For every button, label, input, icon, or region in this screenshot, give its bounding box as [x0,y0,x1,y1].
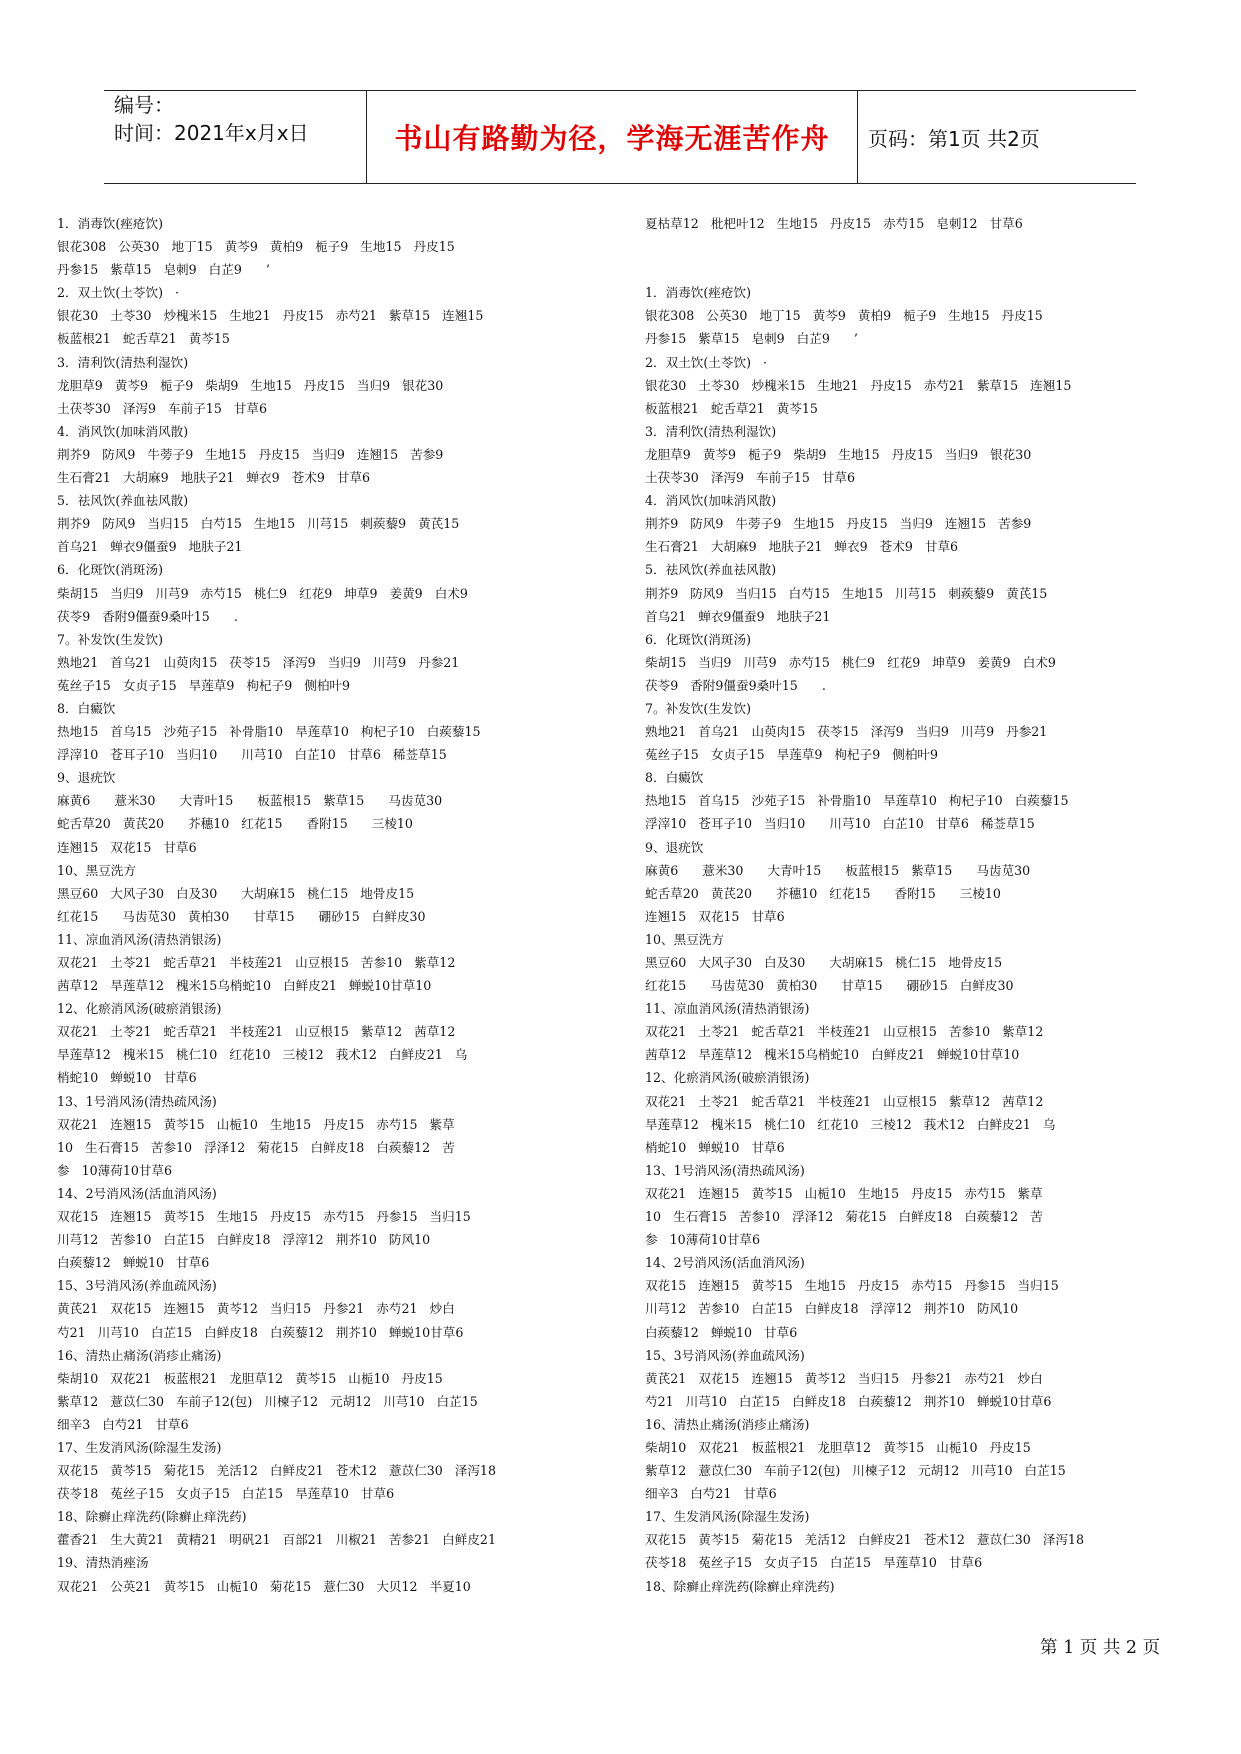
text-line: 茜草12 旱莲草12 槐米15乌梢蛇10 白鲜皮21 蝉蜕10甘草10 [57,978,432,994]
text-line: 丹参15 紫草15 皂刺9 白芷9 ’ [645,331,858,347]
text-line: 11、凉血消风汤(清热消银汤) [57,931,222,947]
text-line: 8．白癜饮 [645,770,704,786]
text-line: 荆芥9 防风9 牛蒡子9 生地15 丹皮15 当归9 连翘15 苦参9 [57,446,444,462]
document-number-label: 编号： [114,93,174,117]
text-line: 首乌21 蝉衣9僵蚕9 地肤子21 [645,608,831,624]
text-line: 白蒺藜12 蝉蜕10 甘草6 [645,1324,798,1340]
header-divider [857,91,858,183]
text-line: 参 10薄荷10甘草6 [645,1232,761,1248]
text-line: 16、清热止痛汤(消疹止痛汤) [57,1347,222,1363]
text-line: 2．双土饮(土苓饮) · [645,354,768,370]
text-line: 银花308 公英30 地丁15 黄芩9 黄柏9 栀子9 生地15 丹皮15 [57,239,455,255]
text-line: 紫草12 薏苡仁30 车前子12(包) 川楝子12 元胡12 川芎10 白芷15 [645,1463,1066,1479]
text-line: 5．祛风饮(养血祛风散) [57,493,189,509]
text-line: 9、退疣饮 [57,770,116,786]
text-line: 3．清利饮(清热利湿饮) [57,354,189,370]
text-line: 土茯苓30 泽泻9 车前子15 甘草6 [57,400,268,416]
text-line: 双花21 土苓21 蛇舌草21 半枝莲21 山豆根15 苦参10 紫草12 [645,1024,1044,1040]
text-line: 6．化斑饮(消斑汤) [645,631,751,647]
text-line: 柴胡10 双花21 板蓝根21 龙胆草12 黄芩15 山栀10 丹皮15 [57,1370,443,1386]
text-line: 柴胡10 双花21 板蓝根21 龙胆草12 黄芩15 山栀10 丹皮15 [645,1439,1031,1455]
text-line: 蛇舌草20 黄芪20 芥穗10 红花15 香附15 三棱10 [645,885,1001,901]
text-line: 6．化斑饮(消斑汤) [57,562,163,578]
text-line: 生石膏21 大胡麻9 地肤子21 蝉衣9 苍术9 甘草6 [645,539,959,555]
text-line: 双花21 土苓21 蛇舌草21 半枝莲21 山豆根15 紫草12 茜草12 [645,1093,1044,1109]
text-line: 银花30 土苓30 炒槐米15 生地21 丹皮15 赤芍21 紫草15 连翘15 [645,377,1072,393]
text-line: 荆芥9 防风9 当归15 白芍15 生地15 川芎15 刺蒺藜9 黄芪15 [645,585,1048,601]
text-line: 板蓝根21 蛇舌草21 黄芩15 [57,331,230,347]
text-line: 19、清热消痤汤 [57,1555,149,1571]
page-footer: 第 1 页 共 2 页 [1040,1638,1161,1658]
text-line: 首乌21 蝉衣9僵蚕9 地肤子21 [57,539,243,555]
text-line: 连翘15 双花15 甘草6 [645,908,785,924]
text-line: 18、除癣止痒洗药(除癣止痒洗药) [57,1509,247,1525]
text-line: 紫草12 薏苡仁30 车前子12(包) 川楝子12 元胡12 川芎10 白芷15 [57,1393,478,1409]
text-line: 藿香21 生大黄21 黄精21 明矾21 百部21 川椒21 苦参21 白鲜皮21 [57,1532,496,1548]
text-line: 10 生石膏15 苦参10 浮泽12 菊花15 白鲜皮18 白蒺藜12 苦 [645,1209,1043,1225]
text-line: 7。补发饮(生发饮) [57,631,163,647]
text-line: 14、2号消风汤(活血消风汤) [57,1185,217,1201]
text-line: 黄芪21 双花15 连翘15 黄芩12 当归15 丹参21 赤芍21 炒白 [645,1370,1043,1386]
text-line: 柴胡15 当归9 川芎9 赤芍15 桃仁9 红花9 坤草9 姜黄9 白术9 [645,654,1056,670]
text-line: 蛇舌草20 黄芪20 芥穗10 红花15 香附15 三棱10 [57,816,413,832]
text-line: 15、3号消风汤(养血疏风汤) [57,1278,217,1294]
header-motto: 书山有路勤为径，学海无涯苦作舟 [394,122,830,155]
text-line: 1．消毒饮(痤疮饮) [645,285,751,301]
text-line: 芍21 川芎10 白芷15 白鲜皮18 白蒺藜12 荆芥10 蝉蜕10甘草6 [57,1324,464,1340]
right-text-column [645,212,1165,1598]
text-line: 龙胆草9 黄芩9 栀子9 柴胡9 生地15 丹皮15 当归9 银花30 [645,446,1032,462]
text-line: 7。补发饮(生发饮) [645,700,751,716]
text-line: 旱莲草12 槐米15 桃仁10 红花10 三棱12 莪术12 白鲜皮21 乌 [57,1047,468,1063]
text-line: 11、凉血消风汤(清热消银汤) [645,1001,810,1017]
text-line: 13、1号消风汤(清热疏风汤) [57,1093,217,1109]
text-line: 茯苓9 香附9僵蚕9桑叶15 . [57,608,238,624]
text-line: 板蓝根21 蛇舌草21 黄芩15 [645,400,818,416]
text-line: 夏枯草12 枇杷叶12 生地15 丹皮15 赤芍15 皂刺12 甘草6 [645,216,1023,231]
page-header [104,90,1136,184]
text-line: 芍21 川芎10 白芷15 白鲜皮18 白蒺藜12 荆芥10 蝉蜕10甘草6 [645,1393,1052,1409]
text-line: 17、生发消风汤(除湿生发汤) [645,1509,810,1525]
text-line: 川芎12 苦参10 白芷15 白鲜皮18 浮滓12 荆芥10 防风10 [57,1232,431,1248]
text-line: 红花15 马齿苋30 黄柏30 甘草15 硼砂15 白鲜皮30 [645,978,1014,994]
text-line: 3．清利饮(清热利湿饮) [645,423,777,439]
text-line: 麻黄6 薏米30 大青叶15 板蓝根15 紫草15 马齿苋30 [57,793,443,809]
text-line: 参 10薄荷10甘草6 [57,1162,173,1178]
text-line: 细辛3 白芍21 甘草6 [57,1416,189,1432]
text-line: 连翘15 双花15 甘草6 [57,839,197,855]
text-line: 10、黑豆洗方 [57,862,136,878]
text-line: 旱莲草12 槐米15 桃仁10 红花10 三棱12 莪术12 白鲜皮21 乌 [645,1116,1056,1132]
text-line: 12、化瘀消风汤(破瘀消银汤) [57,1001,222,1017]
text-line: 黄芪21 双花15 连翘15 黄芩12 当归15 丹参21 赤芍21 炒白 [57,1301,455,1317]
text-line: 15、3号消风汤(养血疏风汤) [645,1347,805,1363]
text-line: 双花21 连翘15 黄芩15 山栀10 生地15 丹皮15 赤芍15 紫草 [57,1116,455,1132]
text-line: 13、1号消风汤(清热疏风汤) [645,1162,805,1178]
text-line: 双花15 连翘15 黄芩15 生地15 丹皮15 赤芍15 丹参15 当归15 [57,1209,471,1225]
header-page-label: 页码：第1页 共2页 [868,126,1040,151]
text-line: 16、清热止痛汤(消疹止痛汤) [645,1416,810,1432]
text-line: 银花308 公英30 地丁15 黄芩9 黄柏9 栀子9 生地15 丹皮15 [645,308,1043,324]
text-line: 4．消风饮(加味消风散) [645,493,777,509]
text-line: 丹参15 紫草15 皂刺9 白芷9 ’ [57,262,270,278]
text-line: 菟丝子15 女贞子15 旱莲草9 枸杞子9 侧柏叶9 [645,747,939,763]
text-line: 麻黄6 薏米30 大青叶15 板蓝根15 紫草15 马齿苋30 [645,862,1031,878]
text-line: 茜草12 旱莲草12 槐米15乌梢蛇10 白鲜皮21 蝉蜕10甘草10 [645,1047,1020,1063]
left-text-column [57,212,577,1598]
text-line: 生石膏21 大胡麻9 地肤子21 蝉衣9 苍术9 甘草6 [57,470,371,486]
text-line: 9、退疣饮 [645,839,704,855]
text-line: 5．祛风饮(养血祛风散) [645,562,777,578]
text-line: 10 生石膏15 苦参10 浮泽12 菊花15 白鲜皮18 白蒺藜12 苦 [57,1139,455,1155]
text-line: 双花21 土苓21 蛇舌草21 半枝莲21 山豆根15 苦参10 紫草12 [57,955,456,970]
text-line: 双花21 公英21 黄芩15 山栀10 菊花15 薏仁30 大贝12 半夏10 [57,1578,471,1594]
text-line: 熟地21 首乌21 山萸肉15 茯苓15 泽泻9 当归9 川芎9 丹参21 [57,654,460,670]
text-line: 浮滓10 苍耳子10 当归10 川芎10 白芷10 甘草6 稀莶草15 [645,816,1035,832]
text-line: 双花15 黄芩15 菊花15 羌活12 白鲜皮21 苍术12 薏苡仁30 泽泻18 [645,1532,1084,1548]
header-meta [114,91,376,183]
text-line: 梢蛇10 蝉蜕10 甘草6 [57,1070,197,1086]
document-time-label: 时间：2021年x月x日 [114,121,309,145]
text-line: 10、黑豆洗方 [645,931,724,947]
text-line: 银花30 土苓30 炒槐米15 生地21 丹皮15 赤芍21 紫草15 连翘15 [57,308,484,324]
text-line: 菟丝子15 女贞子15 旱莲草9 枸杞子9 侧柏叶9 [57,677,351,693]
text-line: 热地15 首乌15 沙苑子15 补骨脂10 旱莲草10 枸杞子10 白蒺藜15 [645,793,1069,809]
text-line: 红花15 马齿苋30 黄柏30 甘草15 硼砂15 白鲜皮30 [57,908,426,924]
text-line: 8．白癜饮 [57,700,116,716]
text-line: 17、生发消风汤(除湿生发汤) [57,1439,222,1455]
text-line: 梢蛇10 蝉蜕10 甘草6 [645,1139,785,1155]
text-line: 川芎12 苦参10 白芷15 白鲜皮18 浮滓12 荆芥10 防风10 [645,1301,1019,1317]
text-line: 土茯苓30 泽泻9 车前子15 甘草6 [645,470,856,486]
text-line: 细辛3 白芍21 甘草6 [645,1486,777,1502]
text-line: 2．双土饮(土苓饮) · [57,285,180,301]
text-line: 18、除癣止痒洗药(除癣止痒洗药) [645,1578,835,1594]
text-line [645,258,1165,281]
text-line: 黑豆60 大风子30 白及30 大胡麻15 桃仁15 地骨皮15 [645,955,1003,970]
text-line: 12、化瘀消风汤(破瘀消银汤) [645,1070,810,1086]
text-line: 热地15 首乌15 沙苑子15 补骨脂10 旱莲草10 枸杞子10 白蒺藜15 [57,724,481,740]
text-line: 浮滓10 苍耳子10 当归10 川芎10 白芷10 甘草6 稀莶草15 [57,747,447,763]
text-line: 双花15 黄芩15 菊花15 羌活12 白鲜皮21 苍术12 薏苡仁30 泽泻18 [57,1463,496,1479]
text-line: 14、2号消风汤(活血消风汤) [645,1255,805,1271]
text-line: 1．消毒饮(痤疮饮) [57,216,163,231]
text-line: 熟地21 首乌21 山萸肉15 茯苓15 泽泻9 当归9 川芎9 丹参21 [645,724,1048,740]
text-line: 茯苓9 香附9僵蚕9桑叶15 . [645,677,826,693]
text-line: 柴胡15 当归9 川芎9 赤芍15 桃仁9 红花9 坤草9 姜黄9 白术9 [57,585,468,601]
text-line: 双花21 连翘15 黄芩15 山栀10 生地15 丹皮15 赤芍15 紫草 [645,1185,1043,1201]
text-line: 荆芥9 防风9 当归15 白芍15 生地15 川芎15 刺蒺藜9 黄芪15 [57,516,460,532]
text-line [645,235,1165,258]
text-line: 茯苓18 菟丝子15 女贞子15 白芷15 旱莲草10 甘草6 [57,1486,395,1502]
text-line: 荆芥9 防风9 牛蒡子9 生地15 丹皮15 当归9 连翘15 苦参9 [645,516,1032,532]
text-line: 白蒺藜12 蝉蜕10 甘草6 [57,1255,210,1271]
text-line: 龙胆草9 黄芩9 栀子9 柴胡9 生地15 丹皮15 当归9 银花30 [57,377,444,393]
text-line: 双花21 土苓21 蛇舌草21 半枝莲21 山豆根15 紫草12 茜草12 [57,1024,456,1040]
text-line: 茯苓18 菟丝子15 女贞子15 白芷15 旱莲草10 甘草6 [645,1555,983,1571]
text-line: 双花15 连翘15 黄芩15 生地15 丹皮15 赤芍15 丹参15 当归15 [645,1278,1059,1294]
text-line: 黑豆60 大风子30 白及30 大胡麻15 桃仁15 地骨皮15 [57,885,415,901]
text-line: 4．消风饮(加味消风散) [57,423,189,439]
